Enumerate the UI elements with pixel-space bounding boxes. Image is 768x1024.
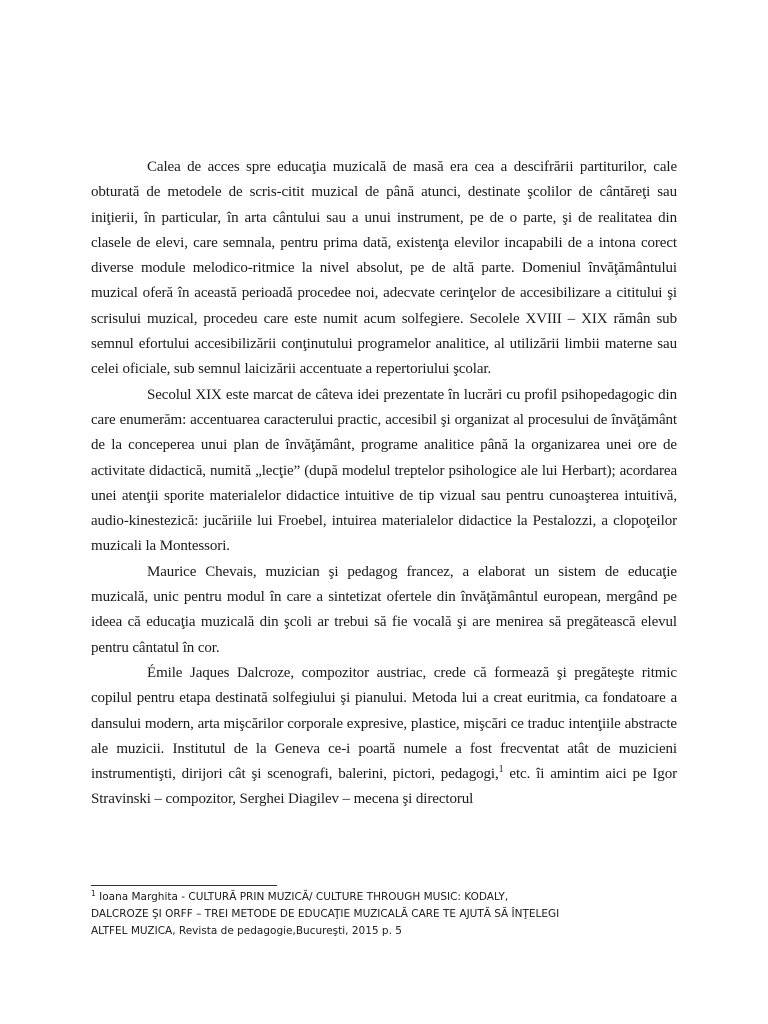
- footnote-number: 1: [91, 889, 96, 898]
- footnote-reference[interactable]: 1: [498, 764, 504, 776]
- paragraph-4: [91, 661, 677, 813]
- paragraph-4-text-before: Émile Jaques Dalcroze, compozitor austriac, crede că formează şi pregăteşte ritmic copilul pentru etapa destinată solfegiului şi pianului. Metoda lui a creat euritmia, ca fondatoare a dansului modern, arta mişcărilor corporale expresive, plastice, mişcări ce traduc intenţiile abstracte ale muzicii. Institutul de la Geneva ce-i poartă numele a fost frecventat atât de muzicieni instrumentişti, dirijori cât şi scenografi, balerini, pictori, pedagogi,: [91, 664, 677, 783]
- paragraph-1: Calea de acces spre educaţia muzicală de masă era cea a descifrării partiturilor, cale obturată de metodele de scris-citit muzical de până atunci, destinate şcolilor de cântăreţi sau iniţierii, în particular, în arta cântului sau a unui instrument, pe de o parte, şi de realitatea din clasele de elevi, care semnala, pentru prima dată, existenţa elevilor incapabili de a intona corect diverse module melodico-ritmice la nivel absolut, pe de altă parte. Domeniul învăţământului muzical oferă în această perioadă procedee noi, adecvate cerinţelor de accesibilizare a cititului şi scrisului muzical, procedeu care este numit acum solfegiere. Secolele XVIII – XIX rămân sub semnul efortului accesibilizării conţinutului programelor analitice, al utilizării limbii materne sau celei oficiale, sub semnul laicizării accentuate a repertoriului şcolar.: [91, 159, 677, 378]
- document-body: [91, 155, 677, 813]
- paragraph-2: Secolul XIX este marcat de câteva idei prezentate în lucrări cu profil psihopedagogic din care enumerăm: accentuarea caracterului practic, accesibil şi organizat al procesului de învăţământ de la conceperea unui plan de învăţământ, programe analitice până la organizarea unei ore de activitate didactică, numită „lecţie” (după modelul treptelor psihologice ale lui Herbart); acordarea unei atenţii sporite materialelor didactice intuitive de tip vizual sau pentru cunoaşterea intuitivă, audio-kinestezică: jucăriile lui Froebel, intuirea materialelor didactice la Pestalozzi, a clopoţeilor muzicali la Montessori.: [91, 386, 677, 555]
- footnote: [91, 889, 561, 940]
- paragraph-3: Maurice Chevais, muzician şi pedagog francez, a elaborat un sistem de educaţie muzicală, unic pentru modul în care a sintetizat ofertele din învăţământul european, mergând pe ideea că educaţia muzicală din şcoli ar trebui să fie vocală şi are menirea să pregătească elevul pentru cântatul în cor.: [91, 563, 677, 656]
- paragraph-4-text-after: etc. îi amintim aici pe Igor Stravinski – compozitor, Serghei Diagilev – mecena şi directorul: [91, 766, 677, 808]
- footnote-text: Ioana Marghita - CULTURĂ PRIN MUZICĂ/ CULTURE THROUGH MUSIC: KODALY, DALCROZE ŞI ORFF – TREI METODE DE EDUCAŢIE MUZICALĂ CARE TE AJUTĂ SĂ ÎNŢELEGI ALTFEL MUZICA, Revista de pedagogie,Bucureşti, 2015 p. 5: [91, 891, 560, 937]
- footnote-separator: [91, 885, 277, 886]
